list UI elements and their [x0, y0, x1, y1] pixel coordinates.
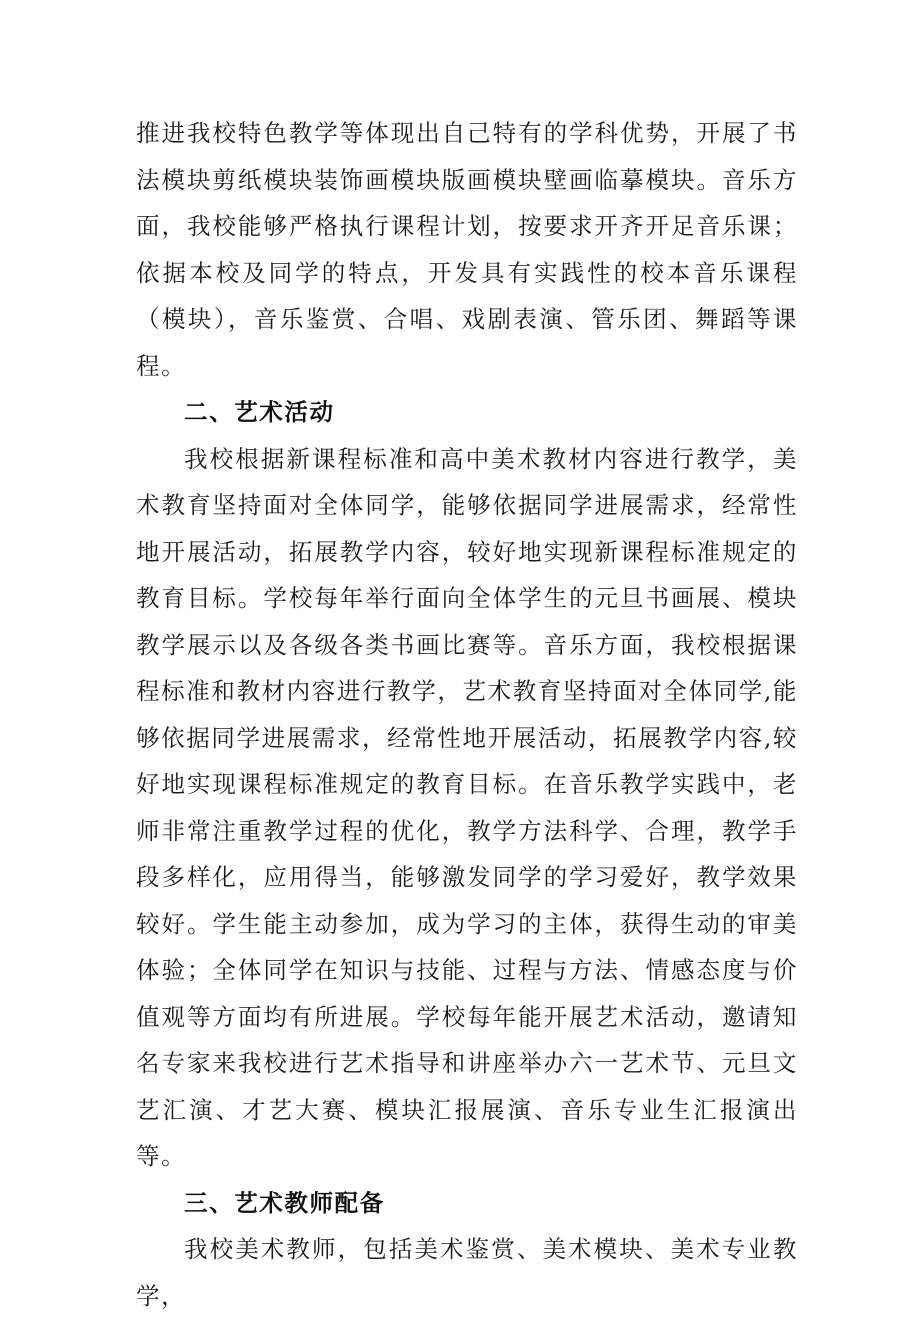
paragraph-art-activities: 我校根据新课程标准和高中美术教材内容进行教学，美术教育坚持面对全体同学，能够依据同学进展需求，经常性地开展活动，拓展教学内容，较好地实现新课程标准规定的教育目标。学校每年举行面向全体学生的元旦书画展、模块教学展示以及各级各类书画比赛等。音乐方面，我校根据课程标准和教材内容进行教学，艺术教育坚持面对全体同学,能够依据同学进展需求，经常性地开展活动，拓展教学内容,较好地实现课程标准规定的教育目标。在音乐教学实践中，老师非常注重教学过程的优化，教学方法科学、合理，教学手段多样化，应用得当，能够激发同学的学习爱好，教学效果较好。学生能主动参加，成为学习的主体，获得生动的审美体验；全体同学在知识与技能、过程与方法、情感态度与价值观等方面均有所进展。学校每年能开展艺术活动，邀请知名专家来我校进行艺术指导和讲座举办六一艺术节、元旦文艺汇演、才艺大赛、模块汇报展演、音乐专业生汇报演出等。: [136, 444, 798, 1170]
paragraph-course-offerings: 推进我校特色教学等体现出自己特有的学科优势，开展了书法模块剪纸模块装饰画模块版画模块壁画临摹模块。音乐方面，我校能够严格执行课程计划，按要求开齐开足音乐课；依据本校及同学的特点，开发具有实践性的校本音乐课程（模块），音乐鉴赏、合唱、戏剧表演、管乐团、舞蹈等课程。: [136, 119, 798, 380]
section-heading-art-teachers: 三、艺术教师配备: [184, 1188, 385, 1217]
section-heading-art-activities: 二、艺术活动: [184, 398, 335, 426]
paragraph-art-teachers: 我校美术教师，包括美术鉴赏、美术模块、美术专业教学，: [136, 1235, 798, 1310]
document-body: [136, 110, 798, 1319]
